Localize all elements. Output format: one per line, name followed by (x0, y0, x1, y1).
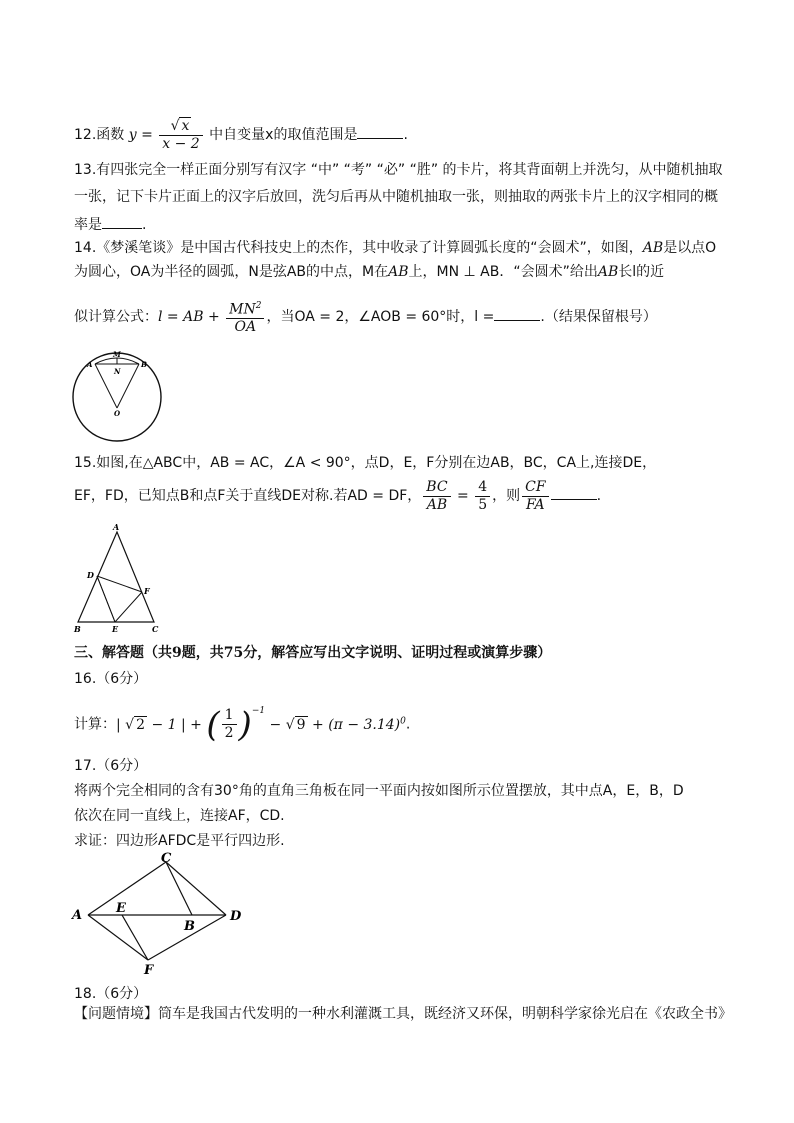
label-b: B (141, 360, 147, 369)
segment-af (88, 915, 148, 960)
q13-line3-prefix: 率是 (74, 217, 102, 233)
q14-line2-end: 长l的近 (618, 264, 665, 280)
q15-figure (68, 522, 168, 634)
q15-line2-prefix: EF，FD，已知点B和点F关于直线DE对称.若AD = DF， (74, 488, 422, 504)
label-f: F (144, 963, 154, 978)
q14-formula: l = AB + $\frac{MN^2}{OA}$ (158, 309, 266, 325)
q13-line3-end: . (142, 217, 147, 233)
q14-line3-prefix: 似计算公式： (74, 309, 158, 325)
segment-cd (166, 862, 226, 915)
q15-frac-4-5: $\frac{4}{5}$ (475, 479, 490, 514)
q15-answer-blank (551, 485, 597, 500)
arc-ab-symbol: AB (597, 264, 619, 280)
q14-line2-text: 为圆心，OA为半径的圆弧，N是弦AB的中点，M在 (74, 264, 389, 280)
label-n: N (114, 367, 121, 376)
q15-line2-mid: ，则 (492, 488, 521, 504)
label-b: B (74, 624, 81, 634)
q16-formula: | √ 2 − 1 | + ( $\frac{1}{2}$ )$^{-1}$ − √ $9 + (\pi - 3.14)^0$ (116, 704, 406, 745)
q14-line3-end: .（结果保留根号） (540, 309, 657, 325)
segment-ac (88, 862, 166, 915)
label-m: M (113, 350, 121, 359)
q14-answer-blank (494, 306, 540, 321)
q17-line1: 将两个完全相同的含有30°角的直角三角板在同一平面内按如图所示位置摆放，其中点A，E，B，D (74, 783, 684, 799)
q12-line (74, 116, 408, 154)
q15-line2-end: . (596, 488, 602, 504)
segment-cb (166, 862, 192, 915)
q12-end: . (403, 127, 408, 143)
q18-head: 18.（6分） (74, 986, 148, 1002)
q15-line1: 15.如图,在△ABC中，AB = AC，∠A < 90°，点D，E，F分别在边AB，BC，CA上,连接DE， (74, 455, 657, 471)
q15-line2: EF，FD，已知点B和点F关于直线DE对称.若AD = DF， $\frac{BC}{AB}$ = $\frac{4}{5}$ ，则 $\frac{CF}{FA}$ . (74, 478, 602, 513)
label-f: F (144, 586, 150, 596)
label-b: B (184, 919, 195, 934)
q12-prefix: 12.函数 (74, 127, 125, 143)
q13-answer-blank (102, 214, 142, 229)
q14-figure (68, 346, 168, 450)
q18-line1: 【问题情境】筒车是我国古代发明的一种水利灌溉工具，既经济又环保，明朝科学家徐光启在《农政全书》 (74, 1006, 732, 1022)
segment-bd-inner (97, 576, 115, 622)
label-c: C (152, 624, 159, 634)
q17-line2: 依次在同一直线上，连接AF，CD. (74, 808, 285, 824)
q14-line3-mid: ，当OA = 2，∠AOB = 60°时，l = (266, 309, 495, 325)
q13-line2: 一张，记下卡片正面上的汉字后放回，洗匀后再从中随机抽取一张，则抽取的两张卡片上的汉字相同的概 (74, 189, 718, 205)
q14-line3 (74, 296, 657, 338)
label-a: A (87, 360, 93, 369)
q16-prefix: 计算： (74, 716, 116, 733)
arc-ab-symbol: AB (388, 264, 409, 280)
label-c: C (161, 851, 172, 866)
q12-formula: y = $\frac{√ x}{x - 2}$ (129, 127, 209, 143)
label-a: A (113, 522, 120, 532)
segment-ef (115, 592, 142, 622)
label-e: E (112, 624, 119, 634)
q13-line3 (74, 214, 146, 235)
q17-figure (68, 848, 250, 980)
q14-line1 (74, 238, 716, 258)
section3-title: 三、解答题（共9题，共75分，解答应写出文字说明、证明过程或演算步骤） (74, 645, 552, 661)
q13-line1: 13.有四张完全一样正面分别写有汉字 “中” “考” “必” “胜” 的卡片，将其背面朝上并洗匀，从中随机抽取 (74, 162, 723, 178)
label-d: D (87, 570, 94, 580)
q15-frac-cf-fa: $\frac{CF}{FA}$ (522, 479, 548, 514)
q14-line1-end: 是以点O (663, 240, 717, 256)
q14-line2-mid: 上，MN ⊥ AB．“会圆术”给出 (408, 264, 598, 280)
q12-suffix: 中自变量x的取值范围是 (209, 127, 358, 143)
label-a: A (72, 908, 83, 923)
q16-expr (74, 697, 410, 745)
arc-ab-symbol: AB (642, 240, 664, 256)
q16-head: 16.（6分） (74, 671, 148, 687)
q12-answer-blank (357, 124, 403, 139)
q15-frac-bc-ab: $\frac{BC}{AB}$ (423, 479, 450, 514)
q17-head: 17.（6分） (74, 758, 148, 774)
label-d: D (230, 909, 242, 924)
q16-end: . (405, 716, 411, 733)
q17-line3: 求证：四边形AFDC是平行四边形. (74, 833, 285, 849)
segment-ef (122, 915, 148, 960)
q14-line1-text: 14.《梦溪笔谈》是中国古代科技史上的杰作，其中收录了计算圆弧长度的“会圆术”，如图， (74, 240, 643, 256)
segment-fd (97, 576, 142, 592)
label-e: E (116, 901, 126, 916)
label-o: O (114, 409, 121, 418)
q14-line2 (74, 262, 664, 282)
